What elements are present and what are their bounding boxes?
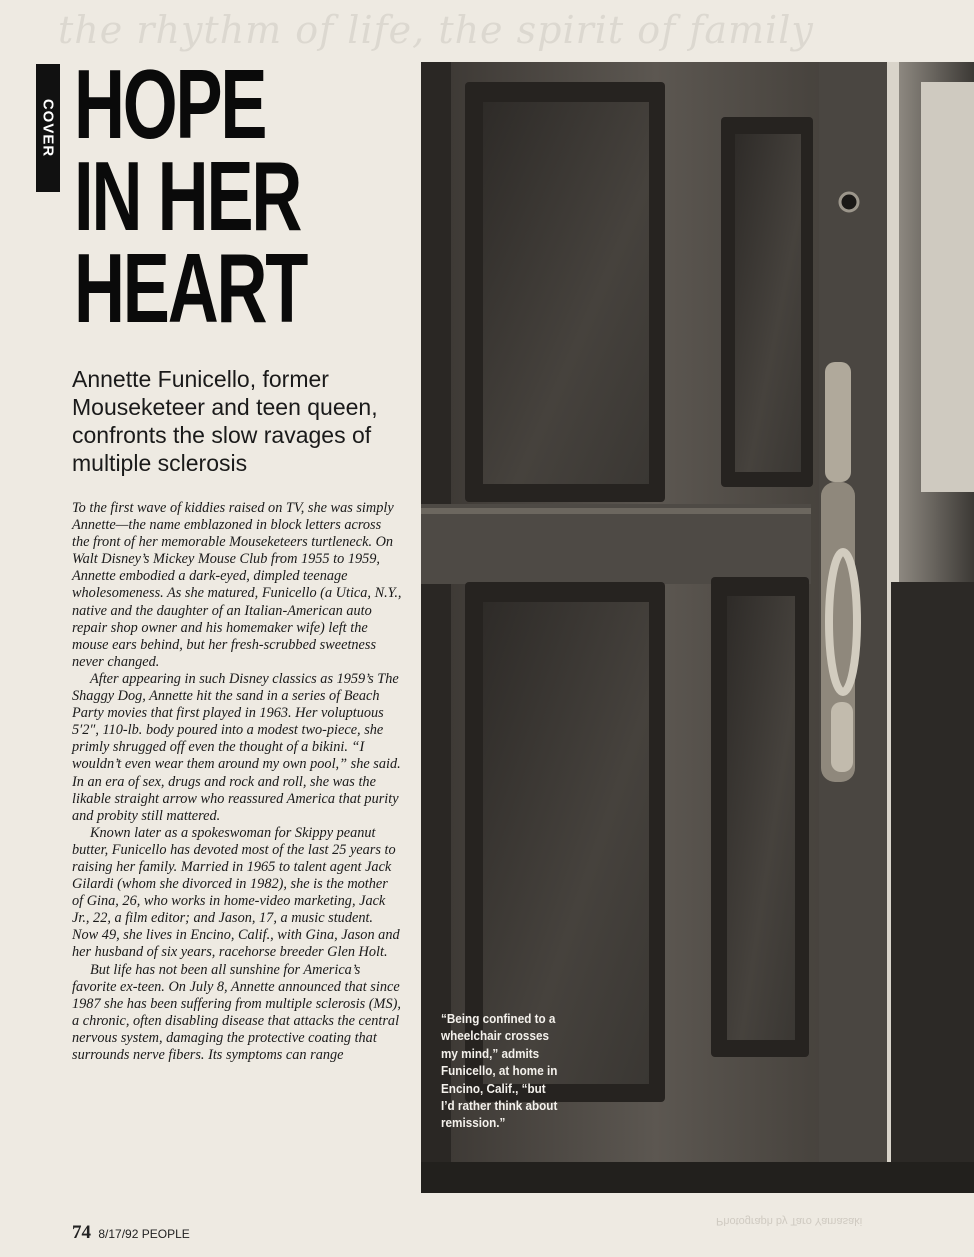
photo-caption: “Being confined to a wheelchair crosses my mind,” admits Funicello, at home in Encino, Calif., “but I’d rather think about remission.” [441,1011,558,1131]
article-paragraph-3: Known later as a spokeswoman for Skippy peanut butter, Funicello has devoted most of the last 25 years to raising her family. Married in 1965 to talent agent Jack Gilardi (whom she divorced in 1982), she is the mother of Gina, 26, who works in home-video marketing, Jack Jr., 22, a film editor; and Jason, 17, a music student. Now 49, she lives in Encino, Calif., with Gina, Jason and her husband of six years, racehorse breeder Glen Holt. [72,824,400,961]
section-tab-label: COVER [39,98,57,158]
article-paragraph-1: To the first wave of kiddies raised on TV, she was simply Annette—the name emblazoned in block letters across the front of her memorable Mouseketeers turtleneck. On Walt Disney’s Mickey Mouse Club from 1955 to 1959, Annette embodied a dark-eyed, dimpled teenage wholesomeness. As she matured, Funicello (a Utica, N.Y., native and the daughter of an Italian-American auto repair shop owner and his homemaker wife) left the mouse ears behind, but her fresh-scrubbed sweetness never changed. [72,500,402,670]
page-footer [72,1222,190,1244]
photo-credit-bleedthrough: Photograph by Taro Yamasaki [716,1215,863,1227]
background-tagline-watermark: the rhythm of life, the spirit of family [58,8,814,52]
article-paragraph-2: After appearing in such Disney classics as 1959’s The Shaggy Dog, Annette hit the sand in a series of Beach Party movies that first played in 1963. Her voluptuous 5′2″, 110-lb. body poured into a modest two-piece, she primly shrugged off even the thought of a bikini. “I wouldn’t even wear them around my own pool,” she said. In an era of sex, drugs and rock and roll, she was the likable straight arrow who reassured America that purity and probity still mattered. [72,670,401,824]
magazine-name: PEOPLE [141,1227,190,1241]
deck-subheadline: Annette Funicello, former Mouseketeer and teen queen, confronts the slow ravages of multiple sclerosis [72,366,378,476]
article-paragraph-4: But life has not been all sunshine for America’s favorite ex-teen. On July 8, Annette announced that since 1987 she has been suffering from multiple sclerosis (MS), a chronic, often disabling disease that attacks the central nervous system, damaging the protective coating that surrounds nerve fibers. Its symptoms can range [72,961,401,1063]
page-number: 74 [72,1222,91,1243]
headline [74,49,307,343]
headline-line-1: HOPE [74,49,266,159]
headline-line-2: IN HER [74,141,301,251]
issue-date: 8/17/92 [98,1227,139,1241]
headline-line-3: HEART [74,233,307,343]
section-tab-cover [36,64,60,192]
article-body [72,500,402,1064]
